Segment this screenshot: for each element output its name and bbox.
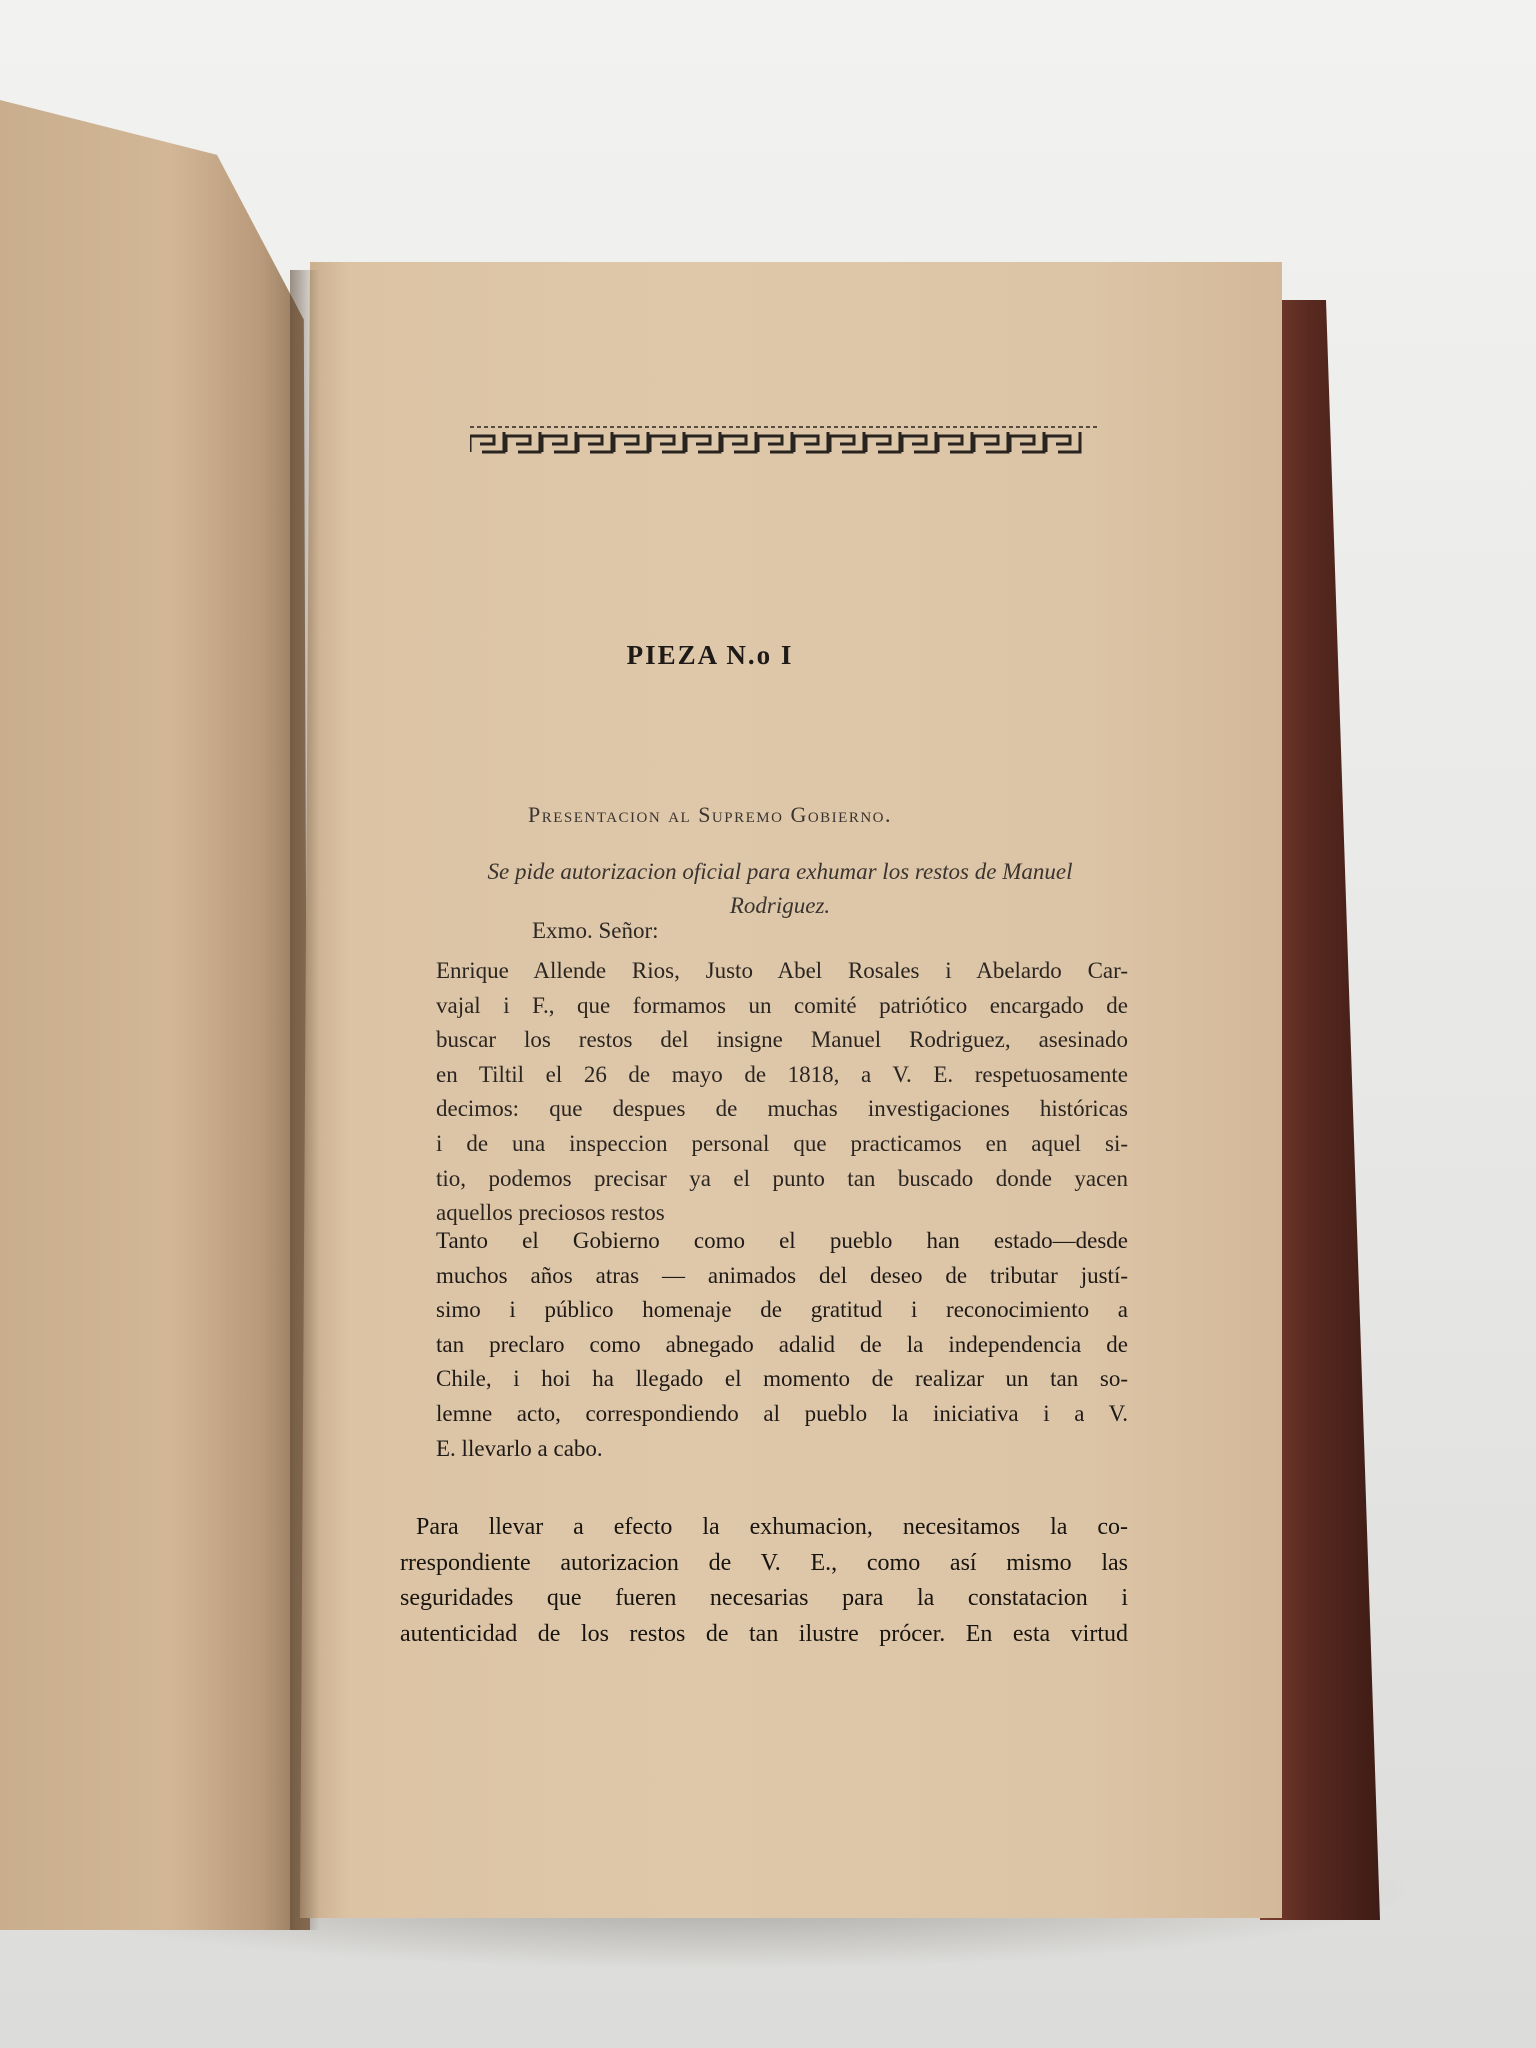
text-line: Enrique Allende Rios, Justo Abel Rosales i Abelardo Car- — [436, 958, 1128, 983]
paragraph-1 — [436, 954, 1128, 1231]
text-line: i de una inspeccion personal que practicamos en aquel si- — [436, 1130, 1128, 1156]
text-line: lemne acto, correspondiendo al pueblo la iniciativa i a V. — [436, 1400, 1128, 1426]
paragraph-3 — [400, 1510, 1128, 1652]
paragraph-2 — [436, 1224, 1128, 1466]
text-line: autenticidad de los restos de tan ilustre prócer. En esta virtud — [400, 1620, 1128, 1647]
text-line: Chile, i hoi ha llegado el momento de realizar un tan so- — [436, 1366, 1128, 1392]
text-line: E. llevarlo a cabo. — [436, 1435, 603, 1461]
text-line: buscar los restos del insigne Manuel Rodriguez, asesinado — [436, 1027, 1128, 1053]
page-heading: PIEZA N.o I — [626, 640, 794, 670]
text-line: muchos años atras — animados del deseo de tributar justí- — [436, 1262, 1128, 1288]
text-line: simo i público homenaje de gratitud i reconocimiento a — [436, 1297, 1128, 1323]
summary-line: Rodriguez. — [729, 893, 831, 918]
section-summary — [440, 855, 1120, 923]
text-line: rrespondiente autorizacion de V. E., como así mismo las — [400, 1549, 1128, 1576]
text-line: tio, podemos precisar ya el punto tan buscado donde yacen — [436, 1165, 1128, 1191]
text-line: Para llevar a efecto la exhumacion, necesitamos la co- — [416, 1514, 1128, 1540]
left-page — [0, 100, 310, 1930]
text-line: en Tiltil el 26 de mayo de 1818, a V. E. respetuosamente — [436, 1061, 1128, 1087]
section-title: Presentacion al Supremo Gobierno. — [528, 802, 892, 827]
text-line: Tanto el Gobierno como el pueblo han estado—desde — [436, 1228, 1128, 1253]
summary-line: Se pide autorizacion oficial para exhumar los restos de Manuel — [487, 859, 1073, 884]
text-line: decimos: que despues de muchas investigaciones históricas — [436, 1096, 1128, 1122]
greek-key-ornament — [470, 424, 1098, 456]
text-line: aquellos preciosos restos — [436, 1200, 665, 1226]
text-line: tan preclaro como abnegado adalid de la independencia de — [436, 1331, 1128, 1357]
page-text-area — [300, 262, 1282, 1918]
text-line: vajal i F., que formamos un comité patriótico encargado de — [436, 992, 1128, 1018]
salutation: Exmo. Señor: — [532, 918, 659, 943]
text-line: seguridades que fueren necesarias para la constatacion i — [400, 1585, 1128, 1611]
